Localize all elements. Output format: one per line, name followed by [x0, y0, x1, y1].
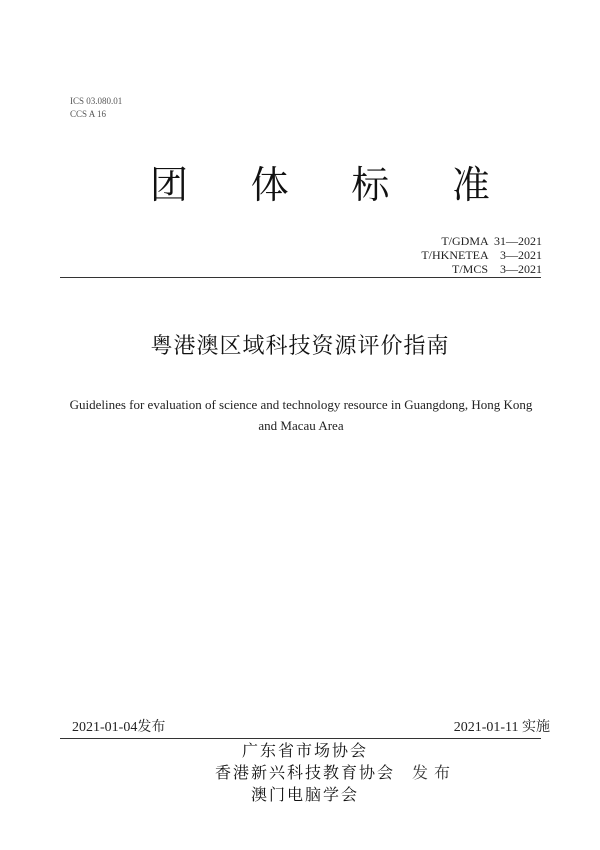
issue-date: 2021-01-04 — [72, 720, 138, 735]
standard-number-mcs: T/MCS 3—2021 — [451, 262, 542, 276]
document-type-char: 体 — [250, 163, 289, 207]
ccs-code: CCS A 16 — [70, 109, 107, 119]
implementation-label: 实施 — [522, 719, 550, 735]
document-type-char: 准 — [451, 163, 490, 207]
title-english: Guidelines for evaluation of science and technology resource in Guangdong, Hong Kong and Macau Area — [69, 397, 533, 433]
bottom-divider — [60, 738, 541, 739]
issue-label: 发布 — [137, 719, 166, 735]
implementation-date-line — [454, 718, 550, 737]
standard-numbers — [421, 234, 542, 276]
ics-code: ICS 03.080.01 — [70, 96, 123, 106]
standard-number-gdma: T/GDMA 31—2021 — [441, 234, 542, 248]
publisher-hk-emerging-tech-education: 香港新兴科技教育协会 — [214, 763, 395, 782]
issue-date-line — [72, 718, 165, 737]
document-type-heading — [150, 160, 490, 210]
standard-number-hknetea: T/HKNETEA 3—2021 — [421, 248, 542, 262]
publish-verb: 发布 — [412, 763, 457, 782]
publisher-macau-computer-society: 澳门电脑学会 — [250, 785, 359, 804]
classification-codes — [70, 95, 122, 121]
title-chinese: 粤港澳区域科技资源评价指南 — [150, 334, 450, 359]
document-type-char: 标 — [351, 163, 390, 207]
document-type-char: 团 — [150, 163, 189, 207]
publishers-block — [190, 740, 420, 806]
publisher-gd-market-association: 广东省市场协会 — [241, 741, 368, 760]
implementation-date: 2021-01-11 — [453, 720, 519, 735]
top-divider — [60, 277, 541, 278]
